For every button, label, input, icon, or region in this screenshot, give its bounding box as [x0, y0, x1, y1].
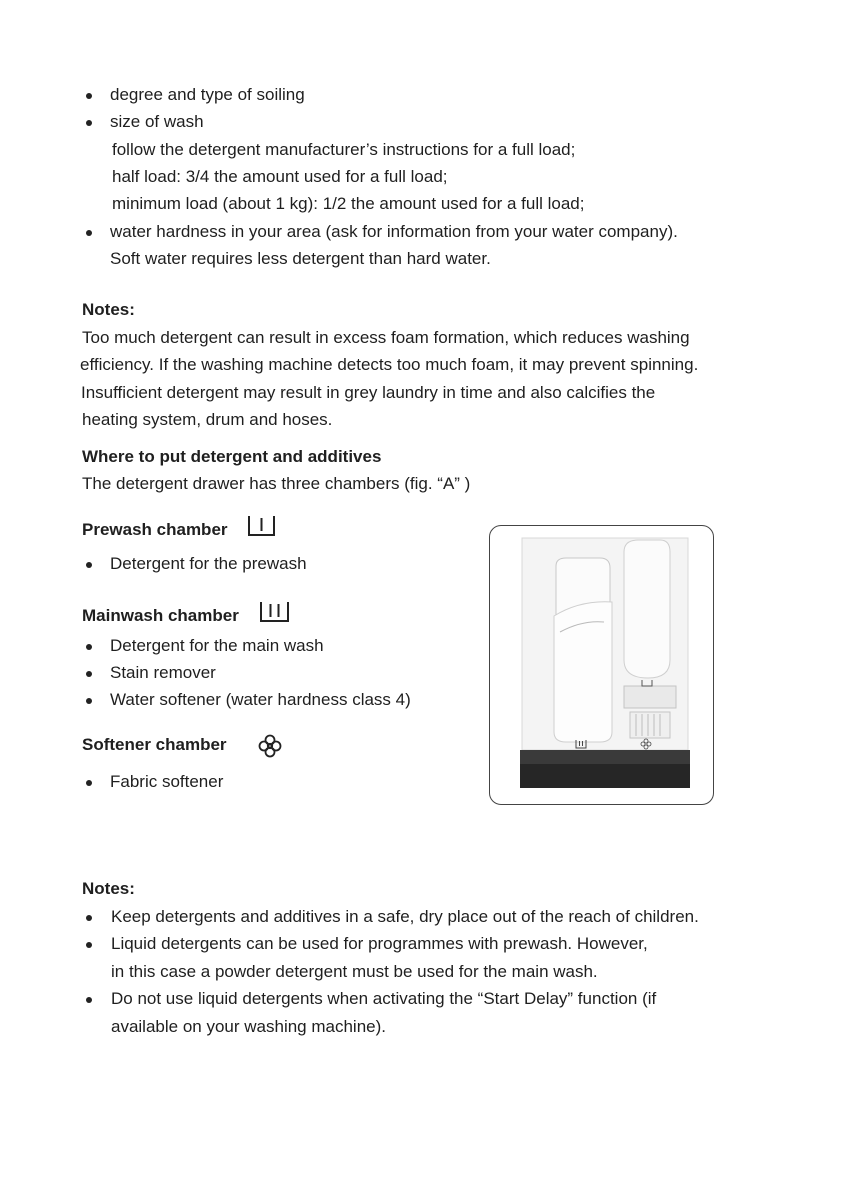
list-item: Detergent for the main wash: [110, 636, 324, 655]
notes-paragraph-line: Too much detergent can result in excess foam formation, which reduces washing: [82, 328, 690, 347]
notes-heading: Notes:: [82, 300, 135, 319]
notes-heading: Notes:: [82, 879, 135, 898]
list-item: size of wash: [110, 112, 204, 131]
bullet: [86, 562, 92, 568]
list-item: Keep detergents and additives in a safe, dry place out of the reach of children.: [111, 907, 699, 926]
mainwash-chamber-icon: [259, 600, 291, 624]
list-item: Water softener (water hardness class 4): [110, 690, 411, 709]
list-item: Fabric softener: [110, 772, 224, 791]
bullet: [86, 93, 92, 99]
list-item-continuation: in this case a powder detergent must be used for the main wash.: [111, 962, 598, 981]
list-item: degree and type of soiling: [110, 85, 305, 104]
list-subitem: half load: 3/4 the amount used for a full load;: [112, 167, 448, 186]
section-heading: Where to put detergent and additives: [82, 447, 382, 466]
bullet: [86, 942, 92, 948]
list-subitem: minimum load (about 1 kg): 1/2 the amount used for a full load;: [112, 194, 585, 213]
bullet: [86, 915, 92, 921]
prewash-heading: Prewash chamber: [82, 520, 228, 539]
list-item: Stain remover: [110, 663, 216, 682]
flower-softener-icon: [258, 734, 282, 758]
list-item: water hardness in your area (ask for information from your water company).: [110, 222, 678, 241]
prewash-chamber-icon: [247, 514, 277, 538]
bullet: [86, 671, 92, 677]
bullet: [86, 644, 92, 650]
detergent-drawer-illustration: [520, 536, 690, 790]
list-item-continuation: Soft water requires less detergent than hard water.: [110, 249, 491, 268]
bullet: [86, 997, 92, 1003]
softener-heading: Softener chamber: [82, 735, 227, 754]
mainwash-heading: Mainwash chamber: [82, 606, 239, 625]
section-intro: The detergent drawer has three chambers (fig. “A” ): [82, 474, 471, 493]
notes-paragraph-line: heating system, drum and hoses.: [82, 410, 333, 429]
notes-paragraph-line: efficiency. If the washing machine detects too much foam, it may prevent spinning.: [80, 355, 699, 374]
bullet: [86, 698, 92, 704]
bullet: [86, 230, 92, 236]
bullet: [86, 780, 92, 786]
list-subitem: follow the detergent manufacturer’s instructions for a full load;: [112, 140, 576, 159]
list-item: Do not use liquid detergents when activating the “Start Delay” function (if: [111, 989, 657, 1008]
bullet: [86, 120, 92, 126]
list-item: Detergent for the prewash: [110, 554, 307, 573]
list-item: Liquid detergents can be used for programmes with prewash. However,: [111, 934, 648, 953]
list-item-continuation: available on your washing machine).: [111, 1017, 386, 1036]
notes-paragraph-line: Insufficient detergent may result in grey laundry in time and also calcifies the: [81, 383, 656, 402]
